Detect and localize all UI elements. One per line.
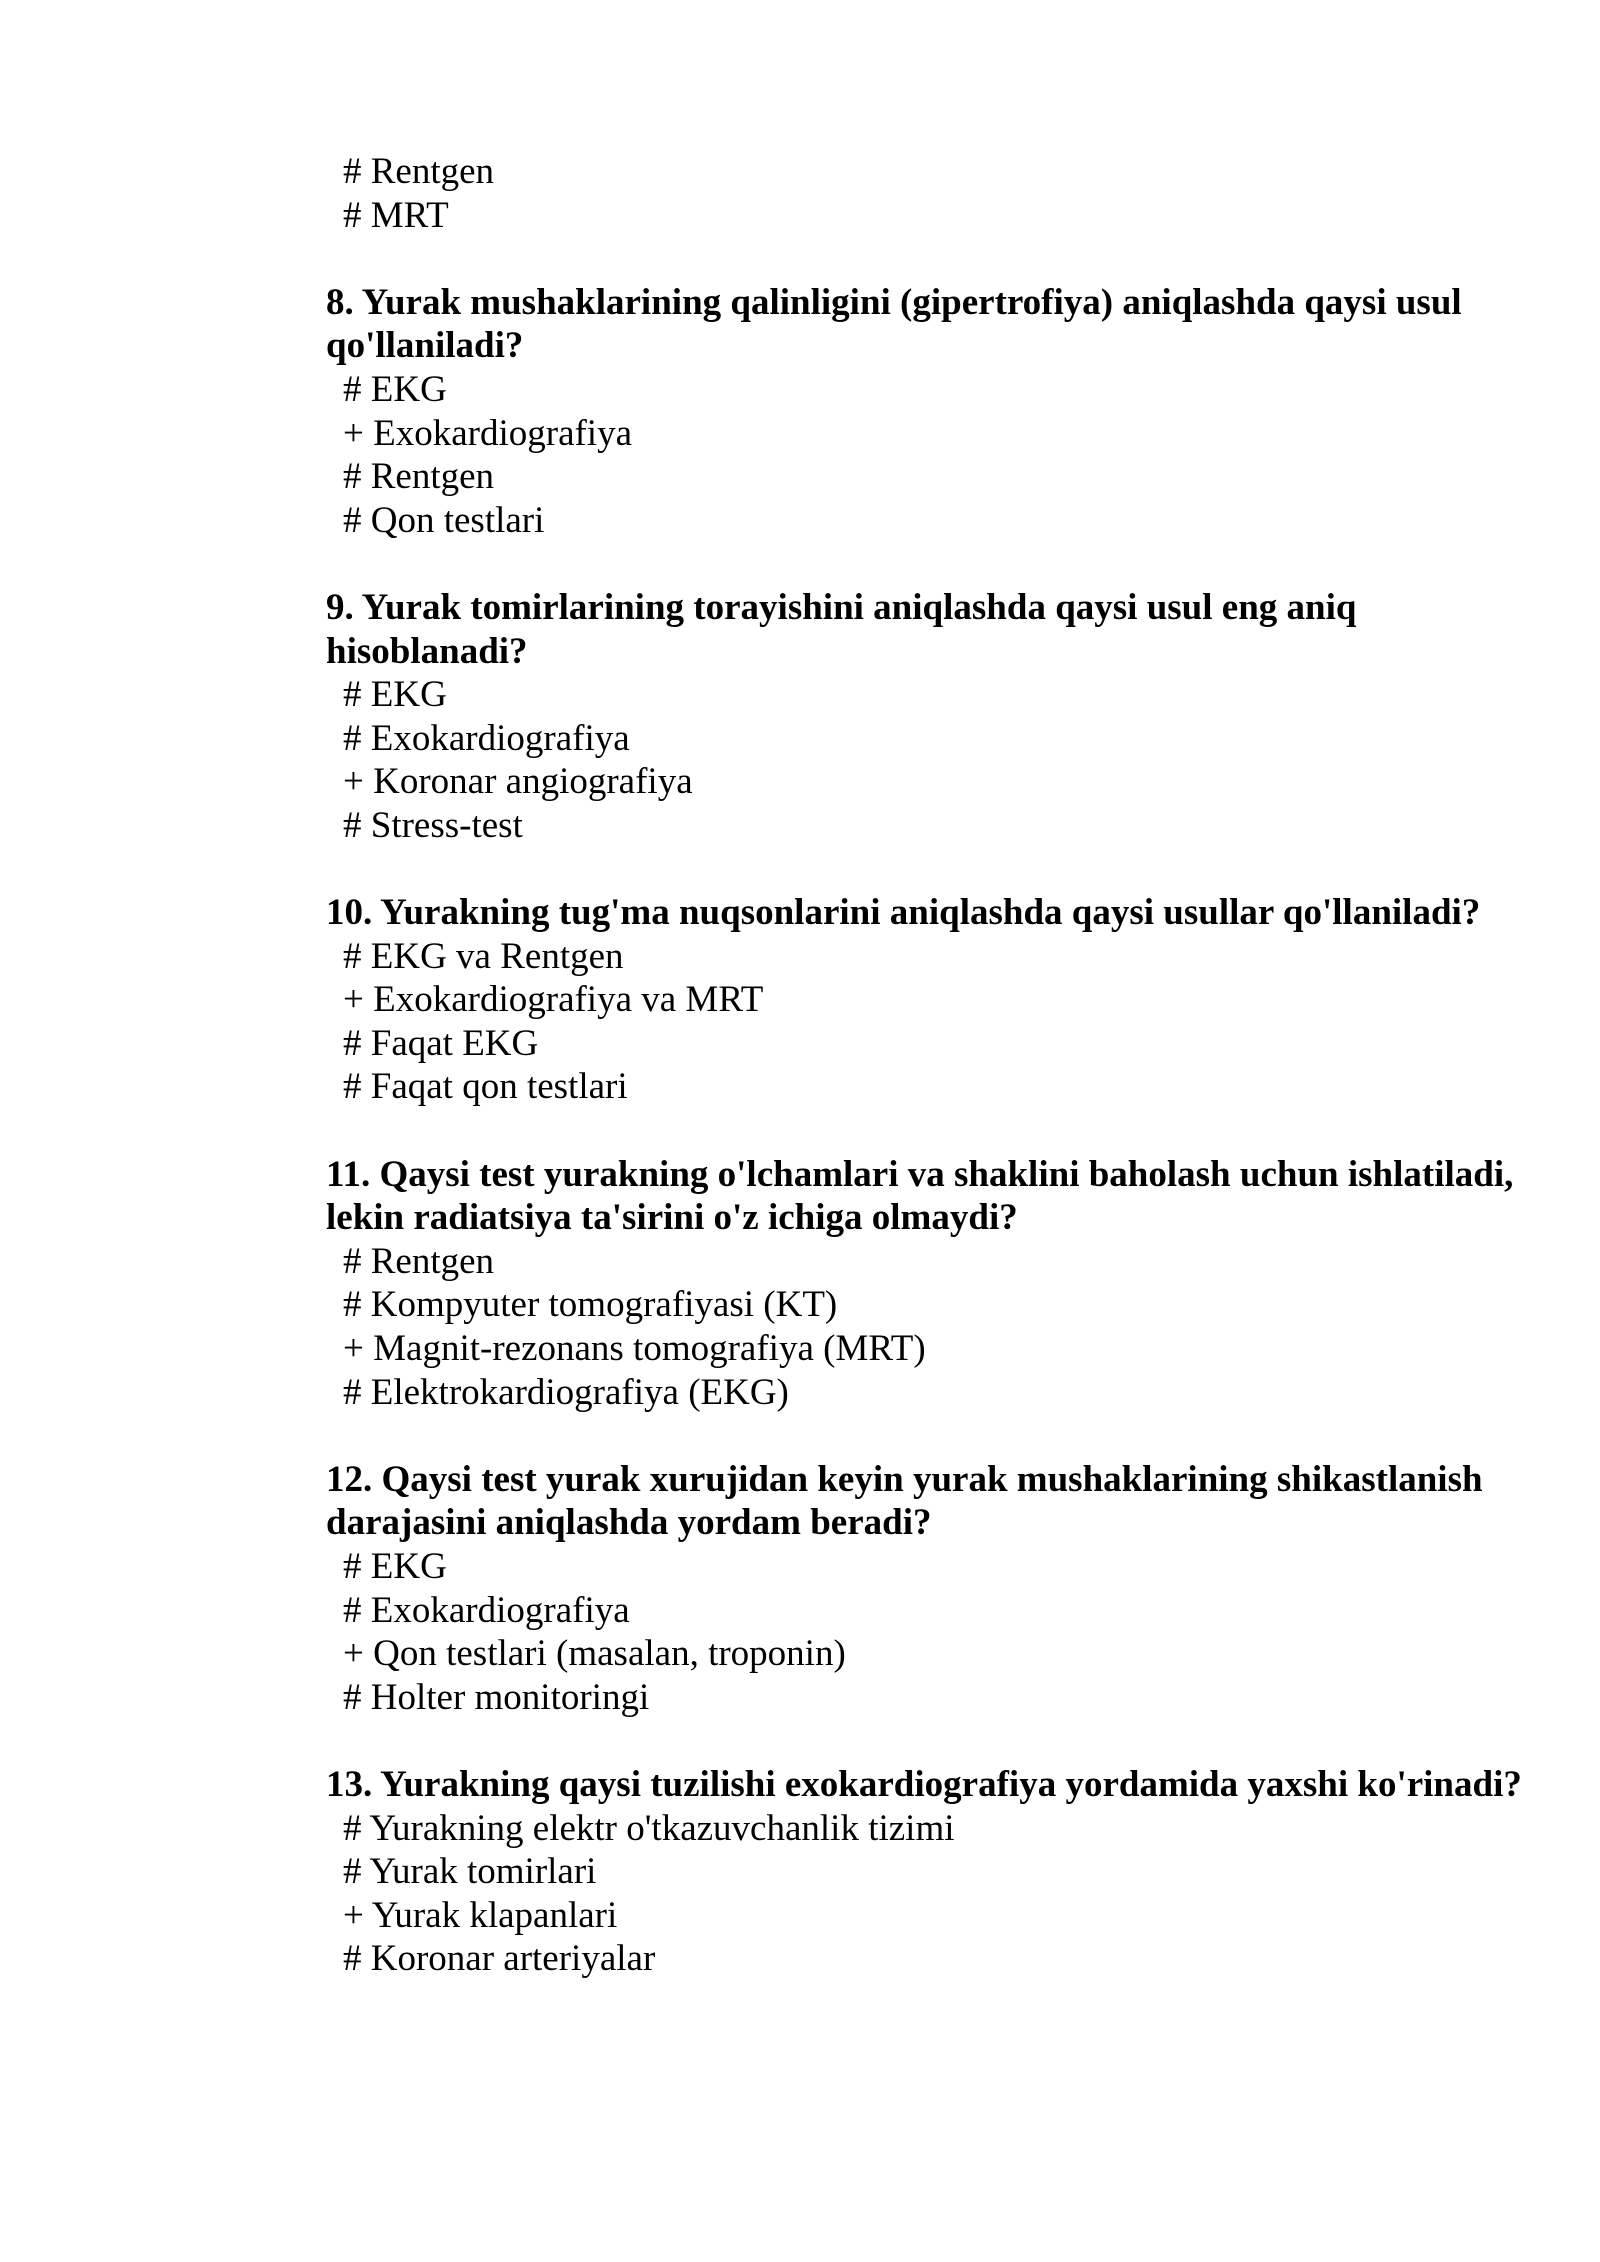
answer-option: # Stress-test: [343, 804, 523, 846]
question-text: 8. Yurak mushaklarining qalinligini (gipertrofiya) aniqlashda qaysi usul qo'llaniladi?: [326, 281, 1462, 367]
answer-option: # Faqat qon testlari: [343, 1066, 628, 1108]
answer-option: # Rentgen: [343, 151, 495, 192]
answer-option: # Exokardiografiya: [343, 1589, 630, 1631]
answer-option: + Exokardiografiya: [343, 412, 633, 454]
options-list: [326, 1545, 1526, 1719]
top-options: [326, 150, 1526, 237]
question-12: [326, 1458, 1526, 1720]
answer-option: # Yurak tomirlari: [343, 1851, 597, 1893]
answer-option: # Exokardiografiya: [343, 717, 630, 759]
answer-option: # MRT: [343, 194, 449, 236]
answer-option: # Rentgen: [343, 456, 495, 498]
question-9: [326, 586, 1526, 848]
document-page: [326, 150, 1526, 1981]
answer-option: # EKG va Rentgen: [343, 935, 624, 977]
question-text: 11. Qaysi test yurakning o'lchamlari va shaklini baholash uchun ishlatiladi, lekin radiatsiya ta'sirini o'z ichiga olmaydi?: [326, 1153, 1514, 1239]
answer-option: + Qon testlari (masalan, troponin): [343, 1633, 846, 1675]
answer-option: # Qon testlari: [343, 499, 545, 541]
question-13: [326, 1763, 1526, 1981]
answer-option: # EKG: [343, 368, 447, 410]
answer-option: # Elektrokardiografiya (EKG): [343, 1371, 789, 1413]
answer-option: + Magnit-rezonans tomografiya (MRT): [343, 1328, 926, 1370]
answer-option: # EKG: [343, 674, 447, 716]
question-text: 12. Qaysi test yurak xurujidan keyin yurak mushaklarining shikastlanish darajasini aniqlashda yordam beradi?: [326, 1458, 1483, 1544]
question-8: [326, 281, 1526, 543]
question-text: 13. Yurakning qaysi tuzilishi exokardiografiya yordamida yaxshi ko'rinadi?: [326, 1763, 1522, 1805]
answer-option: # Kompyuter tomografiyasi (KT): [343, 1284, 838, 1326]
question-text: 9. Yurak tomirlarining torayishini aniqlashda qaysi usul eng aniq hisoblanadi?: [326, 586, 1357, 672]
question-10: [326, 891, 1526, 1109]
answer-option: # Koronar arteriyalar: [343, 1938, 656, 1980]
answer-option: # Holter monitoringi: [343, 1676, 650, 1718]
answer-option: + Yurak klapanlari: [343, 1894, 618, 1936]
answer-option: # Rentgen: [343, 1240, 495, 1282]
answer-option: + Exokardiografiya va MRT: [343, 979, 764, 1021]
options-list: [326, 673, 1526, 847]
options-list: [326, 1240, 1526, 1414]
question-text: 10. Yurakning tug'ma nuqsonlarini aniqlashda qaysi usullar qo'llaniladi?: [326, 892, 1481, 934]
options-list: [326, 1807, 1526, 1981]
options-list: [326, 368, 1526, 542]
answer-option: # Yurakning elektr o'tkazuvchanlik tizimi: [343, 1807, 955, 1849]
options-list: [326, 935, 1526, 1109]
answer-option: + Koronar angiografiya: [343, 761, 693, 803]
question-11: [326, 1153, 1526, 1415]
answer-option: # EKG: [343, 1546, 447, 1587]
answer-option: # Faqat EKG: [343, 1022, 539, 1064]
